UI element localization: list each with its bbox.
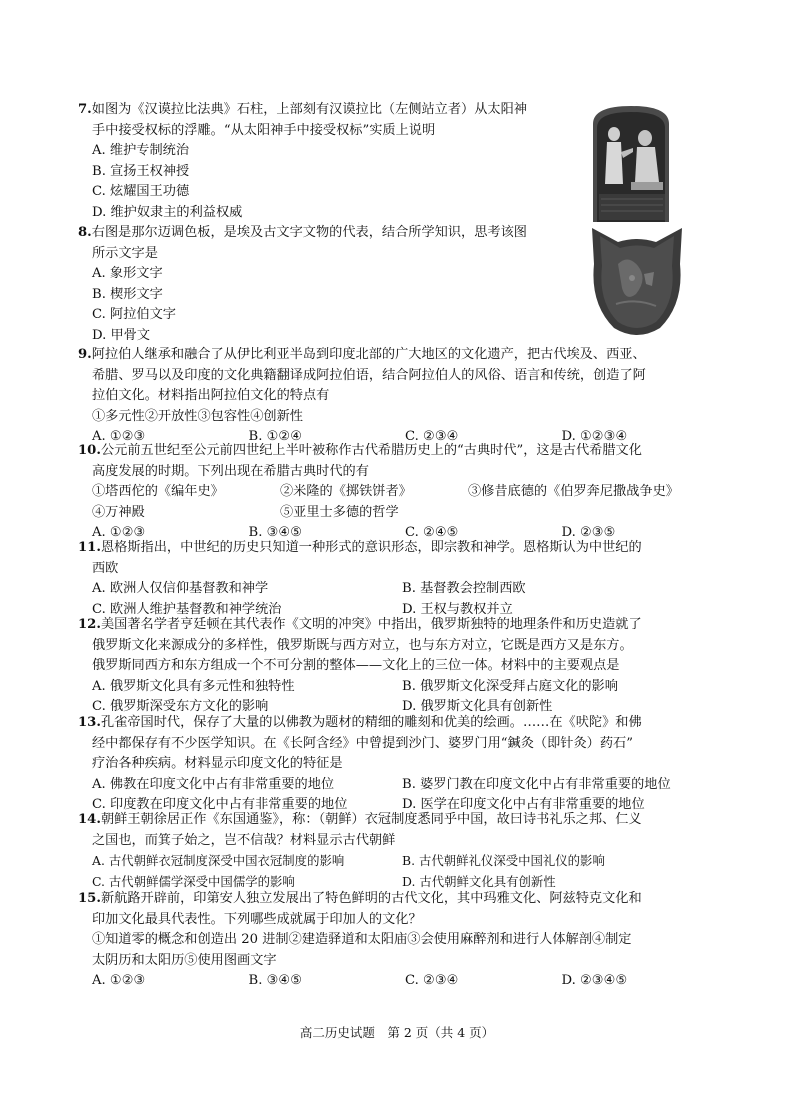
stem-text: 阿拉伯人继承和融合了从伊比利亚半岛到印度北部的广大地区的文化遗产，把古代埃及、西亚、 [91,347,646,362]
question-11-stem-line-1 [78,538,718,559]
question-15-stem-line-3: ①知道零的概念和创造出 20 进制②建造驿道和太阳庙③会使用麻醉剂和进行人体解剖④制定 [92,932,632,948]
question-15-option-b[interactable]: B. ③④⑤ [248,973,303,989]
stem-text: 新航路开辟前，印第安人独立发展出了特色鲜明的古代文化，其中玛雅文化、阿兹特克文化和 [100,891,642,906]
question-9-option-c[interactable]: C. ②③④ [405,429,459,445]
question-10-items-row-1 [78,482,718,503]
question-10-option-a[interactable]: A. ①②③ [92,525,146,541]
question-15-stem-line-1 [78,889,718,910]
question-8-stem-line-1 [78,223,578,244]
question-13-option-b[interactable]: B. 婆罗门教在印度文化中占有非常重要的地位 [402,776,671,792]
stem-text: 如图为《汉谟拉比法典》石柱，上部刻有汉谟拉比（左侧站立者）从太阳神 [91,102,527,117]
question-8 [78,223,578,347]
question-12-stem-line-2: 俄罗斯文化来源成分的多样性，俄罗斯既与西方对立，也与东方对立，它既是西方又是东方。 [92,637,633,653]
question-14 [78,810,718,892]
question-11-stem-line-2: 西欧 [92,560,119,576]
question-number: 13. [78,715,101,730]
question-9-option-d[interactable]: D. ①②③④ [561,429,628,445]
question-14-option-c[interactable]: C. 古代朝鲜儒学深受中国儒学的影响 [92,873,295,889]
question-number: 11. [78,540,101,555]
question-number: 7. [78,102,92,117]
question-11-option-d[interactable]: D. 王权与教权并立 [402,601,513,617]
question-7 [78,100,578,224]
question-13 [78,713,718,816]
question-9-stem-line-1 [78,345,718,366]
hammurabi-stele-image [587,104,675,222]
question-10-stem-line-1 [78,441,718,462]
question-14-options-row-1 [78,851,718,872]
question-15 [78,889,718,992]
question-7-option-c[interactable]: C. 炫耀国王功德 [92,184,190,200]
question-12-options-row-1 [78,677,718,698]
stem-text: 美国著名学者亨廷顿在其代表作《文明的冲突》中指出，俄罗斯独特的地理条件和历史造就了 [100,617,642,632]
question-10-item-1: ①塔西佗的《编年史》 [92,484,224,500]
question-12 [78,615,718,718]
question-13-stem-line-1 [78,713,718,734]
question-11 [78,538,718,620]
stem-text: 恩格斯指出，中世纪的历史只知道一种形式的意识形态，即宗教和神学。恩格斯认为中世纪的 [100,540,642,555]
question-7-option-b[interactable]: B. 宣扬王权神授 [92,163,190,179]
question-9-stem-line-4: ①多元性②开放性③包容性④创新性 [92,408,303,424]
question-12-option-d[interactable]: D. 俄罗斯文化具有创新性 [402,699,553,715]
stem-text: 右图是那尔迈调色板，是埃及古文字文物的代表，结合所学知识，思考该图 [91,225,527,240]
narmer-palette-image [588,224,686,340]
question-7-option-d[interactable]: D. 维护奴隶主的利益权威 [92,204,243,220]
question-number: 9. [78,347,92,362]
page-footer: 高二历史试题 第 2 页（共 4 页） [299,1025,495,1040]
question-number: 12. [78,617,101,632]
question-9-option-b[interactable]: B. ①②④ [248,429,303,445]
question-8-option-d[interactable]: D. 甲骨文 [92,327,151,343]
question-13-option-c[interactable]: C. 印度教在印度文化中占有非常重要的地位 [92,797,348,813]
question-13-option-d[interactable]: D. 医学在印度文化中占有非常重要的地位 [402,797,645,813]
question-10-option-c[interactable]: C. ②④⑤ [405,525,459,541]
question-11-options-row-1 [78,579,718,600]
question-12-option-c[interactable]: C. 俄罗斯深受东方文化的影响 [92,699,269,715]
question-12-option-b[interactable]: B. 俄罗斯文化深受拜占庭文化的影响 [402,678,618,694]
question-10-items-row-2 [78,503,718,524]
question-9-stem-line-2: 希腊、罗马以及印度的文化典籍翻译成阿拉伯语，结合阿拉伯人的风俗、语言和传统，创造了阿 [92,367,646,383]
question-10-item-3: ③修昔底德的《伯罗奔尼撒战争史》 [468,484,679,500]
stem-text: 孔雀帝国时代，保存了大量的以佛教为题材的精细的雕刻和优美的绘画。……在《吠陀》和佛 [100,715,642,730]
question-11-option-c[interactable]: C. 欧洲人维护基督教和神学统治 [92,601,282,617]
question-7-option-a[interactable]: A. 维护专制统治 [92,143,190,159]
question-10-option-b[interactable]: B. ③④⑤ [248,525,303,541]
palette-drawing [588,224,686,340]
question-11-option-b[interactable]: B. 基督教会控制西欧 [402,581,526,597]
question-8-option-c[interactable]: C. 阿拉伯文字 [92,307,176,323]
question-12-stem-line-3: 俄罗斯同西方和东方组成一个不可分割的整体——文化上的三位一体。材料中的主要观点是 [92,658,620,674]
question-number: 14. [78,812,101,827]
question-8-option-a[interactable]: A. 象形文字 [92,266,163,282]
question-10-item-2: ②米隆的《掷铁饼者》 [280,484,412,500]
question-14-stem-line-1 [78,810,718,831]
question-number: 8. [78,225,92,240]
question-number: 15. [78,891,101,906]
question-14-stem-line-2: 之国也，而箕子始之，岂不信哉？材料显示古代朝鲜 [92,832,396,848]
question-12-stem-line-1 [78,615,718,636]
question-15-option-a[interactable]: A. ①②③ [92,973,146,989]
question-9-stem-line-3: 拉伯文化。材料指出阿拉伯文化的特点有 [92,388,330,404]
question-14-option-a[interactable]: A. 古代朝鲜衣冠制度深受中国衣冠制度的影响 [92,853,345,869]
question-9-option-a[interactable]: A. ①②③ [92,429,146,445]
question-13-options-row-1 [78,775,718,796]
question-15-stem-line-2: 印加文化最具代表性。下列哪些成就属于印加人的文化？ [92,911,422,927]
question-15-options [78,971,718,992]
question-12-option-a[interactable]: A. 俄罗斯文化具有多元性和独特性 [92,678,295,694]
question-8-stem-line-2: 所示文字是 [92,245,158,261]
question-13-option-a[interactable]: A. 佛教在印度文化中占有非常重要的地位 [92,776,335,792]
question-7-stem-line-2: 手中接受权标的浮雕。“从太阳神手中接受权标”实质上说明 [92,122,436,138]
question-number: 10. [78,443,101,458]
question-10-item-4: ④万神殿 [92,504,145,520]
question-15-stem-line-4: 太阴历和太阳历⑤使用图画文字 [92,952,277,968]
question-9 [78,345,718,448]
question-7-stem-line-1 [78,100,578,121]
question-8-option-b[interactable]: B. 楔形文字 [92,286,163,302]
stele-drawing [587,104,675,222]
question-14-option-b[interactable]: B. 古代朝鲜礼仪深受中国礼仪的影响 [402,853,605,869]
stem-text: 公元前五世纪至公元前四世纪上半叶被称作古代希腊历史上的“古典时代”，这是古代希腊文化 [100,443,642,458]
stem-text: 朝鲜王朝徐居正作《东国通鉴》，称：（朝鲜）衣冠制度悉同乎中国，故曰诗书礼乐之邦、仁义 [100,812,642,827]
question-11-option-a[interactable]: A. 欧洲人仅信仰基督教和神学 [92,581,269,597]
question-14-option-d[interactable]: D. 古代朝鲜文化具有创新性 [402,873,556,889]
question-15-option-d[interactable]: D. ②③④⑤ [561,973,628,989]
question-10-item-5: ⑤亚里士多德的哲学 [280,504,399,520]
question-13-stem-line-3: 疗治各种疾病。材料显示印度文化的特征是 [92,756,343,772]
question-10 [78,441,718,544]
question-13-stem-line-2: 经中都保存有不少医学知识。在《长阿含经》中曾提到沙门、婆罗门用“鍼灸（即针灸）药石” [92,735,633,751]
question-15-option-c[interactable]: C. ②③④ [405,973,459,989]
question-10-stem-line-2: 高度发展的时期。下列出现在希腊古典时代的有 [92,463,369,479]
question-10-option-d[interactable]: D. ②③⑤ [561,525,616,541]
